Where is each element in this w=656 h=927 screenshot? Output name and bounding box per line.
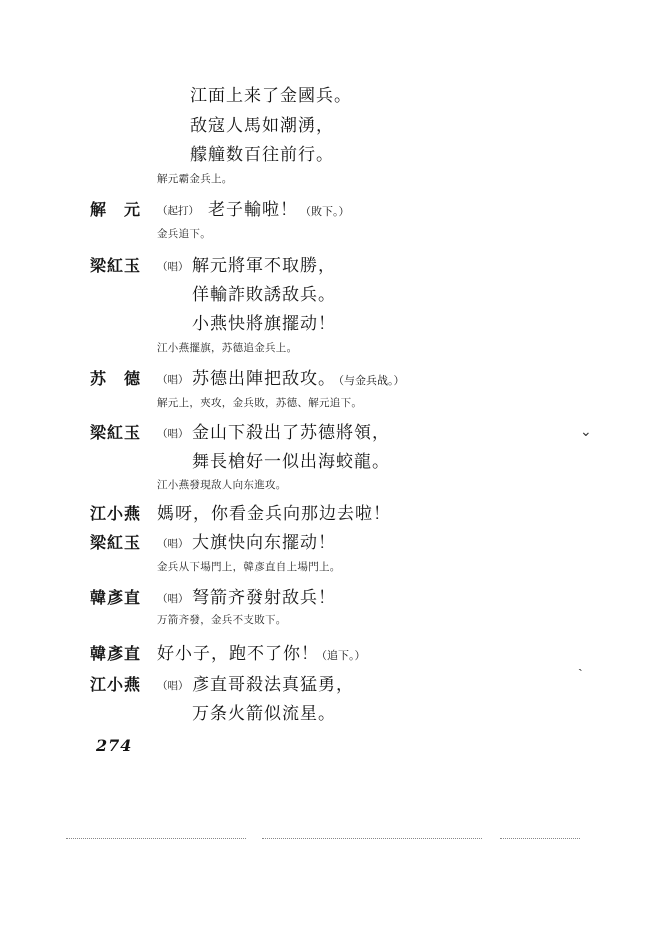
speaker-name: 江小燕 <box>90 675 142 694</box>
cue-note: （唱） <box>157 593 189 605</box>
cue-note: （唱） <box>157 680 189 692</box>
verse-line: 江面上来了金國兵。 <box>190 86 352 106</box>
verse-line: 舞長槍好一似出海蛟龍。 <box>192 452 390 472</box>
scan-noise-divider <box>262 838 482 841</box>
stage-direction: 江小燕發現敌人向东進攻。 <box>157 479 287 491</box>
scan-noise-divider <box>500 838 580 841</box>
speaker-name: 韓彥直 <box>90 588 142 607</box>
cue-note: （唱） <box>157 428 189 440</box>
stage-direction: 江小燕擺旗，苏德追金兵上。 <box>157 342 298 354</box>
cue-note: （唱） <box>157 538 189 550</box>
speaker-name: 梁紅玉 <box>90 256 142 275</box>
verse-line: 小燕快將旗擺动！ <box>192 314 336 334</box>
stage-direction: 金兵追下。 <box>157 228 211 240</box>
cue-note: （与金兵战。） <box>333 374 405 387</box>
dialogue-line: 老子輸啦！ <box>208 200 298 220</box>
scan-mark-icon: ⌄ <box>580 424 592 440</box>
page-number: 274 <box>96 736 133 755</box>
cue-note: （起打） <box>157 205 199 217</box>
speaker-name: 梁紅玉 <box>90 423 142 442</box>
dialogue-line: 好小子，跑不了你！ <box>157 644 319 664</box>
stage-direction: 金兵从下場門上，韓彥直自上場門上。 <box>157 561 341 573</box>
speaker-name: 江小燕 <box>90 504 142 523</box>
cue-note: （追下。） <box>316 649 366 662</box>
scan-noise-divider <box>66 838 246 841</box>
speaker-name: 解 元 <box>90 200 142 219</box>
sung-line: 大旗快向东擺动！ <box>192 533 336 553</box>
stage-direction: 万箭齐發，金兵不支敗下。 <box>157 614 287 626</box>
sung-line: 彥直哥殺法真猛勇， <box>192 675 354 695</box>
sung-line: 苏德出陣把敌攻。 <box>192 369 336 389</box>
sung-line: 弩箭齐發射敌兵！ <box>192 588 336 608</box>
verse-line: 敌寇人馬如潮湧， <box>190 116 334 136</box>
scan-mark-icon: ˎ <box>578 656 583 672</box>
cue-note: （唱） <box>157 261 189 273</box>
cue-note: （敗下。） <box>300 205 350 218</box>
sung-line: 金山下殺出了苏德將領， <box>192 423 390 443</box>
stage-direction: 解元霸金兵上。 <box>157 173 233 185</box>
stage-direction: 解元上，夾攻，金兵敗，苏德、解元追下。 <box>157 397 363 409</box>
speaker-name: 苏 德 <box>90 369 142 388</box>
verse-line: 万条火箭似流星。 <box>192 704 336 724</box>
speaker-name: 梁紅玉 <box>90 533 142 552</box>
speaker-name: 韓彥直 <box>90 644 142 663</box>
dialogue-line: 媽呀，你看金兵向那边去啦！ <box>157 504 391 524</box>
verse-line: 艨艟数百往前行。 <box>190 145 334 165</box>
verse-line: 佯輸詐敗誘敌兵。 <box>192 285 336 305</box>
sung-line: 解元將軍不取勝， <box>192 256 336 276</box>
cue-note: （唱） <box>157 374 189 386</box>
